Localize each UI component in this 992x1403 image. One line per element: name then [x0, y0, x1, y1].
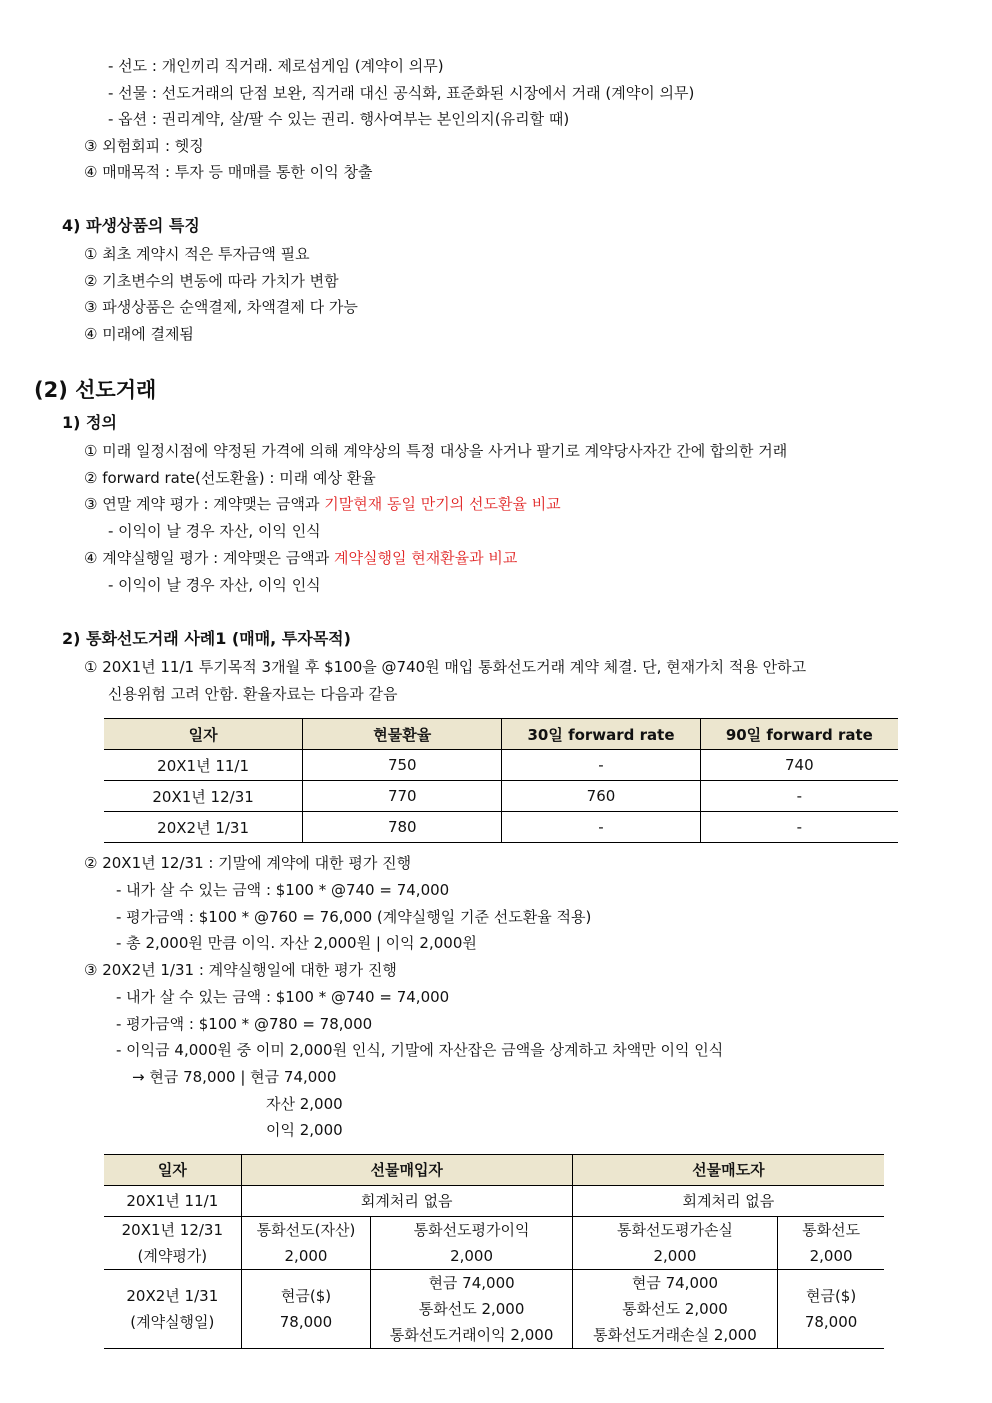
table-cell: 20X1년 11/1 — [104, 1186, 241, 1217]
case1-step2: ② 20X1년 12/31 : 기말에 계약에 대한 평가 진행 — [84, 854, 412, 872]
intro-forward-line: - 선도 : 개인끼리 직거래. 제로섬게임 (계약이 의무) — [108, 57, 444, 75]
step2-item: - 평가금액 : $100 * @760 = 76,000 (계약실행일 기준 선도환율 적용) — [116, 908, 592, 926]
case1-heading: 2) 통화선도거래 사례1 (매매, 투자목적) — [62, 629, 351, 648]
intro-hedge-line: ③ 외험회피 : 헷징 — [84, 137, 204, 155]
col-header: 30일 forward rate — [502, 719, 700, 750]
sec4-item: ③ 파생상품은 순액결제, 차액결제 다 가능 — [84, 298, 358, 316]
table-cell — [371, 1217, 572, 1270]
table-cell — [778, 1270, 884, 1349]
sec4-item: ① 최초 계약시 적은 투자금액 필요 — [84, 245, 310, 263]
cell-line: 20X1년 12/31 — [121, 1221, 224, 1239]
section-4-heading: 4) 파생상품의 특징 — [62, 216, 200, 235]
highlight-text: 계약실행일 현재환율과 비교 — [333, 549, 518, 567]
case1-step3: ③ 20X2년 1/31 : 계약실행일에 대한 평가 진행 — [84, 961, 397, 979]
table-cell — [572, 1270, 777, 1349]
definition-heading: 1) 정의 — [62, 413, 117, 432]
col-header: 일자 — [104, 719, 303, 750]
definition-line — [84, 494, 561, 514]
intro-option-line: - 옵션 : 권리계약, 살/팔 수 있는 권리. 행사여부는 본인의지(유리할 때) — [108, 110, 570, 128]
cell-line: 20X2년 1/31 — [126, 1287, 219, 1305]
definition-text: ③ 연말 계약 평가 : 계약맺는 금액과 — [84, 495, 325, 513]
table-cell: 740 — [700, 750, 898, 781]
table-row — [104, 781, 898, 812]
col-header: 90일 forward rate — [700, 719, 898, 750]
journal-entry-line: → 현금 78,000 | 현금 74,000 — [132, 1068, 337, 1086]
cell-line: 통화선도평가이익 — [413, 1221, 530, 1239]
table-row — [104, 750, 898, 781]
table-header-row — [104, 719, 898, 750]
table-cell: - — [700, 781, 898, 812]
table-cell: 760 — [502, 781, 700, 812]
cell-line: 통화선도 — [802, 1221, 861, 1239]
table-cell: - — [502, 750, 700, 781]
intro-futures-line: - 선물 : 선도거래의 단점 보완, 직거래 대신 공식화, 표준화된 시장에서 거래 (계약이 의무) — [108, 84, 695, 102]
journal-entry-line: 자산 2,000 — [266, 1095, 343, 1113]
table-header-row — [104, 1155, 884, 1186]
cell-line: 2,000 — [450, 1247, 494, 1265]
sec4-item: ② 기초변수의 변동에 따라 가치가 변함 — [84, 272, 339, 290]
cell-line: 현금 74,000 — [428, 1274, 515, 1292]
highlight-text: 기말현재 동일 만기의 선도환율 비교 — [324, 495, 561, 513]
table-cell: 780 — [303, 812, 502, 843]
table-cell: 회계처리 없음 — [241, 1186, 572, 1217]
table-cell — [104, 1270, 241, 1349]
table-cell — [371, 1270, 572, 1349]
cell-line: 2,000 — [653, 1247, 697, 1265]
table-cell — [104, 1217, 241, 1270]
cell-line: 2,000 — [809, 1247, 853, 1265]
cell-line: 통화선도거래이익 2,000 — [389, 1326, 554, 1344]
cell-line: 78,000 — [279, 1313, 333, 1331]
table-cell: 20X1년 12/31 — [104, 781, 303, 812]
step2-item: - 내가 살 수 있는 금액 : $100 * @740 = 74,000 — [116, 881, 450, 899]
table-row — [104, 1217, 884, 1270]
table-cell: 회계처리 없음 — [572, 1186, 884, 1217]
cell-line: 통화선도거래손실 2,000 — [593, 1326, 757, 1344]
table-row — [104, 1270, 884, 1349]
table-row — [104, 812, 898, 843]
case1-paragraph: ① 20X1년 11/1 투기목적 3개월 후 $100을 @740원 매입 통화선도거래 계약 체결. 단, 현재가치 적용 안하고 — [84, 658, 807, 676]
table-row — [104, 1186, 884, 1217]
sec4-item: ④ 미래에 결제됨 — [84, 325, 194, 343]
definition-line: - 이익이 날 경우 자산, 이익 인식 — [108, 522, 321, 540]
cell-line: 78,000 — [804, 1313, 858, 1331]
step3-item: - 이익금 4,000원 중 이미 2,000원 인식, 기말에 자산잡은 금액을 상계하고 차액만 이익 인식 — [116, 1041, 724, 1059]
col-header: 현물환율 — [303, 719, 502, 750]
journal-table — [104, 1154, 884, 1349]
table-cell — [778, 1217, 884, 1270]
definition-line: ① 미래 일정시점에 약정된 가격에 의해 계약상의 특정 대상을 사거나 팔기로 계약당사자간 간에 합의한 거래 — [84, 442, 788, 460]
cell-line: 통화선도평가손실 — [617, 1221, 733, 1239]
cell-line: (계약평가) — [137, 1247, 208, 1265]
col-header-seller: 선물매도자 — [572, 1155, 884, 1186]
cell-line: 통화선도(자산) — [256, 1221, 356, 1239]
journal-entry-line: 이익 2,000 — [266, 1121, 343, 1139]
col-header-buyer: 선물매입자 — [241, 1155, 572, 1186]
definition-line — [84, 548, 517, 568]
table-cell: 770 — [303, 781, 502, 812]
cell-line: 2,000 — [284, 1247, 328, 1265]
table-cell: - — [502, 812, 700, 843]
cell-line: (계약실행일) — [130, 1313, 215, 1331]
cell-line: 통화선도 2,000 — [622, 1300, 728, 1318]
intro-trading-line: ④ 매매목적 : 투자 등 매매를 통한 이익 창출 — [84, 163, 373, 181]
definition-line: ② forward rate(선도환율) : 미래 예상 환율 — [84, 469, 376, 487]
case1-paragraph: 신용위험 고려 안함. 환율자료는 다음과 같음 — [108, 685, 398, 703]
col-header-date: 일자 — [104, 1155, 241, 1186]
table-cell: 20X1년 11/1 — [104, 750, 303, 781]
cell-line: 통화선도 2,000 — [418, 1300, 525, 1318]
part-2-heading: (2) 선도거래 — [34, 378, 157, 402]
cell-line: 현금 74,000 — [631, 1274, 719, 1292]
table-cell: 750 — [303, 750, 502, 781]
step3-item: - 내가 살 수 있는 금액 : $100 * @740 = 74,000 — [116, 988, 450, 1006]
table-cell — [241, 1217, 371, 1270]
table-cell: 20X2년 1/31 — [104, 812, 303, 843]
cell-line: 현금($) — [805, 1287, 857, 1305]
definition-text: ④ 계약실행일 평가 : 계약맺은 금액과 — [84, 549, 334, 567]
table-cell: - — [700, 812, 898, 843]
definition-line: - 이익이 날 경우 자산, 이익 인식 — [108, 576, 321, 594]
step3-item: - 평가금액 : $100 * @780 = 78,000 — [116, 1015, 373, 1033]
rate-table — [104, 718, 898, 843]
cell-line: 현금($) — [280, 1287, 332, 1305]
table-cell — [241, 1270, 371, 1349]
step2-item: - 총 2,000원 만큼 이익. 자산 2,000원 | 이익 2,000원 — [116, 934, 477, 952]
table-cell — [572, 1217, 777, 1270]
